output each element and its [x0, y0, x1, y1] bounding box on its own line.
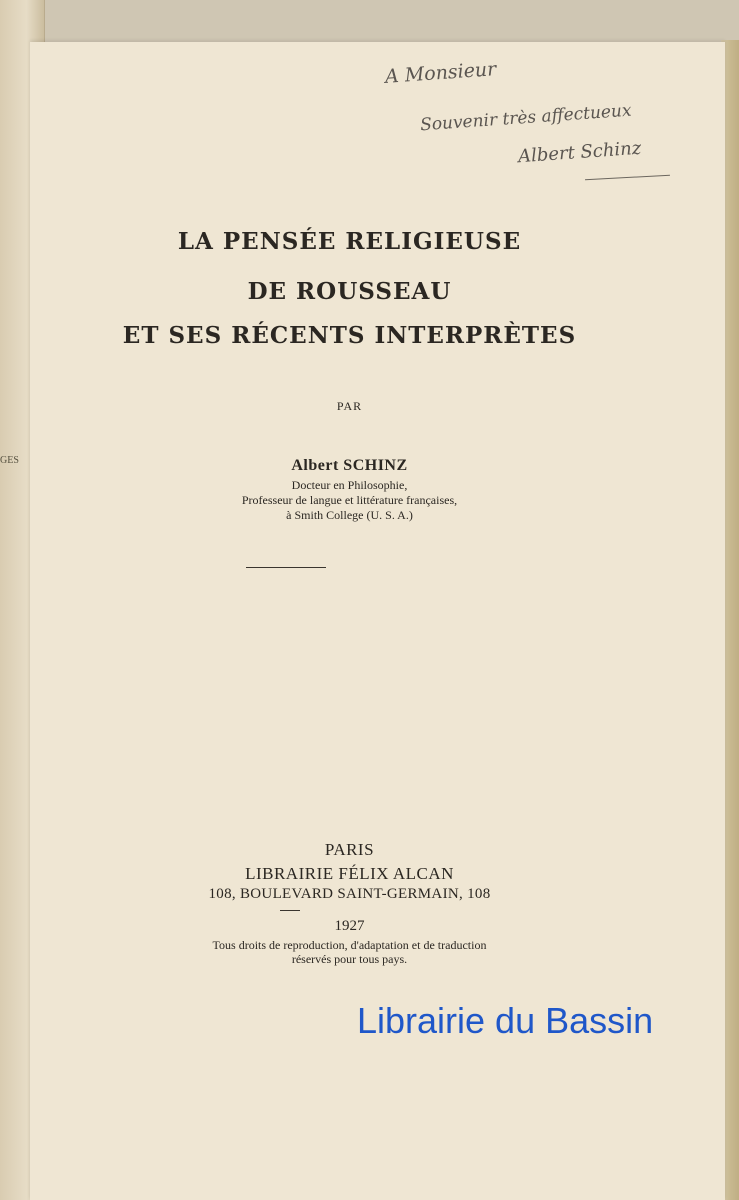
title-line-3: ET SES RÉCENTS INTERPRÈTES [122, 322, 577, 349]
divider-rule [246, 567, 326, 568]
signature-underline [585, 175, 670, 180]
rights-line-2: réservés pour tous pays. [291, 952, 408, 966]
imprint-rule [280, 910, 300, 911]
inscription-line-1: A Monsieur [384, 58, 497, 88]
inscription-line-2: Souvenir très affectueux [419, 100, 633, 136]
byline: PAR [336, 399, 363, 413]
author-name: Albert SCHINZ [291, 457, 408, 474]
imprint-address: 108, BOULEVARD SAINT-GERMAIN, 108 [208, 886, 491, 902]
imprint-city: PARIS [324, 840, 375, 859]
imprint-year: 1927 [334, 918, 365, 934]
title-line-2: DE ROUSSEAU [247, 278, 452, 305]
title-line-1: LA PENSÉE RELIGIEUSE [177, 228, 522, 255]
watermark-text: Librairie du Bassin [357, 1000, 654, 1041]
previous-page-text: GES [0, 455, 19, 466]
rights-line-1: Tous droits de reproduction, d'adaptation et de traduction [212, 938, 487, 952]
author-affiliation-3: à Smith College (U. S. A.) [286, 508, 413, 522]
author-affiliation-1: Docteur en Philosophie, [291, 478, 408, 492]
inscription-signature: Albert Schinz [517, 137, 642, 168]
imprint-publisher: LIBRAIRIE FÉLIX ALCAN [245, 864, 454, 883]
author-affiliation-2: Professeur de langue et littérature françaises, [241, 493, 458, 507]
